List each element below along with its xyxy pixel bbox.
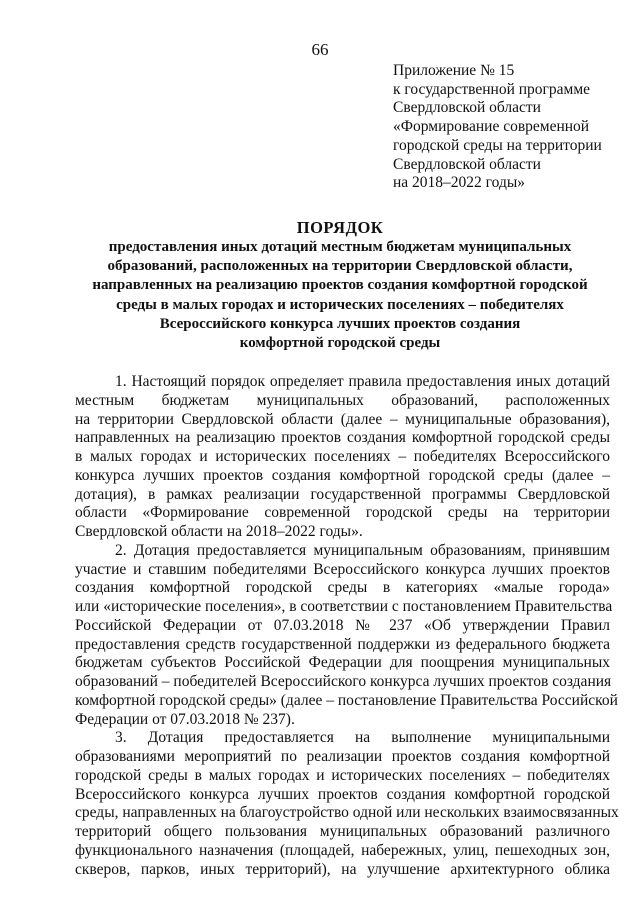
text-line: дотация), в рамках реализации государственной программы Свердловской: [75, 485, 610, 503]
text-line: 1. Настоящий порядок определяет правила предоставления иных дотаций: [115, 373, 610, 390]
appendix-line: Свердловской области: [393, 155, 541, 173]
text-line: Федерации от 07.03.2018 № 237).: [75, 710, 295, 728]
appendix-line: городской среды на территории: [393, 136, 602, 154]
appendix-line: к государственной программе: [393, 80, 591, 98]
text-line: функционального назначения (площадей, набережных, улиц, пешеходных зон,: [75, 841, 610, 859]
subtitle-line: Всероссийского конкурса лучших проектов создания: [159, 315, 521, 332]
subtitle-line: направленных на реализацию проектов создания комфортной городской: [92, 277, 588, 294]
paragraph-3: [75, 729, 619, 879]
text-line: Свердловской области на 2018–2022 годы».: [75, 523, 363, 540]
appendix-line: Приложение № 15: [393, 62, 515, 79]
text-line: участие и ставшим победителями Всероссийского конкурса лучших проектов: [75, 560, 610, 578]
subtitle-line: среды в малых городах и исторических поселениях – победителях: [116, 296, 564, 313]
text-line: городской среды в малых городах и исторических поселениях – победителях: [75, 766, 610, 784]
text-line: или «исторические поселения», в соответствии с постановлением Правительства: [75, 598, 613, 615]
text-line: бюджетам субъектов Российской Федерации для поощрения муниципальных: [75, 654, 610, 672]
document-title: [60, 218, 620, 353]
text-line: среды, направленных на благоустройство одной или нескольких взаимосвязанных: [75, 804, 619, 822]
text-line: территорий общего пользования муниципальных образований различного: [75, 823, 610, 840]
page-number: 66: [311, 40, 329, 59]
text-line: скверов, парков, иных территорий), на улучшение архитектурного облика: [75, 860, 610, 878]
text-line: предоставления средств государственной поддержки из федерального бюджета: [75, 635, 610, 653]
text-line: комфортной городской среды» (далее – постановление Правительства Российской: [75, 691, 618, 709]
text-line: направленных на реализацию проектов создания комфортной городской среды: [75, 429, 610, 447]
text-line: создания комфортной городской среды в категориях «малые города»: [75, 579, 610, 597]
appendix-header: [393, 62, 633, 193]
text-line: в малых городах и исторических поселениях – победителях Всероссийского: [75, 448, 610, 465]
text-line: области «Формирование современной городской среды на территории: [75, 504, 610, 522]
text-line: на территории Свердловской области (далее – муниципальные образования),: [75, 410, 610, 428]
text-line: образованиями мероприятий по реализации проектов создания комфортной: [75, 748, 610, 765]
appendix-line: «Формирование современной: [393, 118, 590, 136]
text-line: Всероссийского конкурса лучших проектов создания комфортной городской: [75, 785, 610, 803]
text-line: конкурса лучших проектов создания комфортной городской среды (далее –: [75, 466, 610, 484]
subtitle-line: образований, расположенных на территории Свердловской области,: [107, 258, 573, 275]
paragraph-2: [75, 541, 618, 730]
text-line: 3. Дотация предоставляется на выполнение муниципальными: [115, 729, 610, 747]
title-subtitle: [60, 238, 620, 353]
text-line: Российской Федерации от 07.03.2018 № 237 «Об утверждении Правил: [75, 616, 610, 634]
text-line: 2. Дотация предоставляется муниципальным образованиям, принявшим: [115, 541, 610, 559]
text-line: образований – победителей Всероссийского конкурса лучших проектов создания: [75, 673, 612, 690]
subtitle-line: предоставления иных дотаций местным бюджетам муниципальных: [108, 239, 572, 255]
paragraph-1: [75, 373, 610, 542]
document-body: [75, 373, 619, 879]
text-line: местным бюджетам муниципальных образований, расположенных: [75, 391, 610, 409]
title-main: ПОРЯДОК: [296, 218, 384, 237]
subtitle-line: комфортной городской среды: [239, 335, 441, 352]
appendix-line: на 2018–2022 годы»: [393, 174, 525, 192]
appendix-line: Свердловской области: [393, 99, 541, 117]
